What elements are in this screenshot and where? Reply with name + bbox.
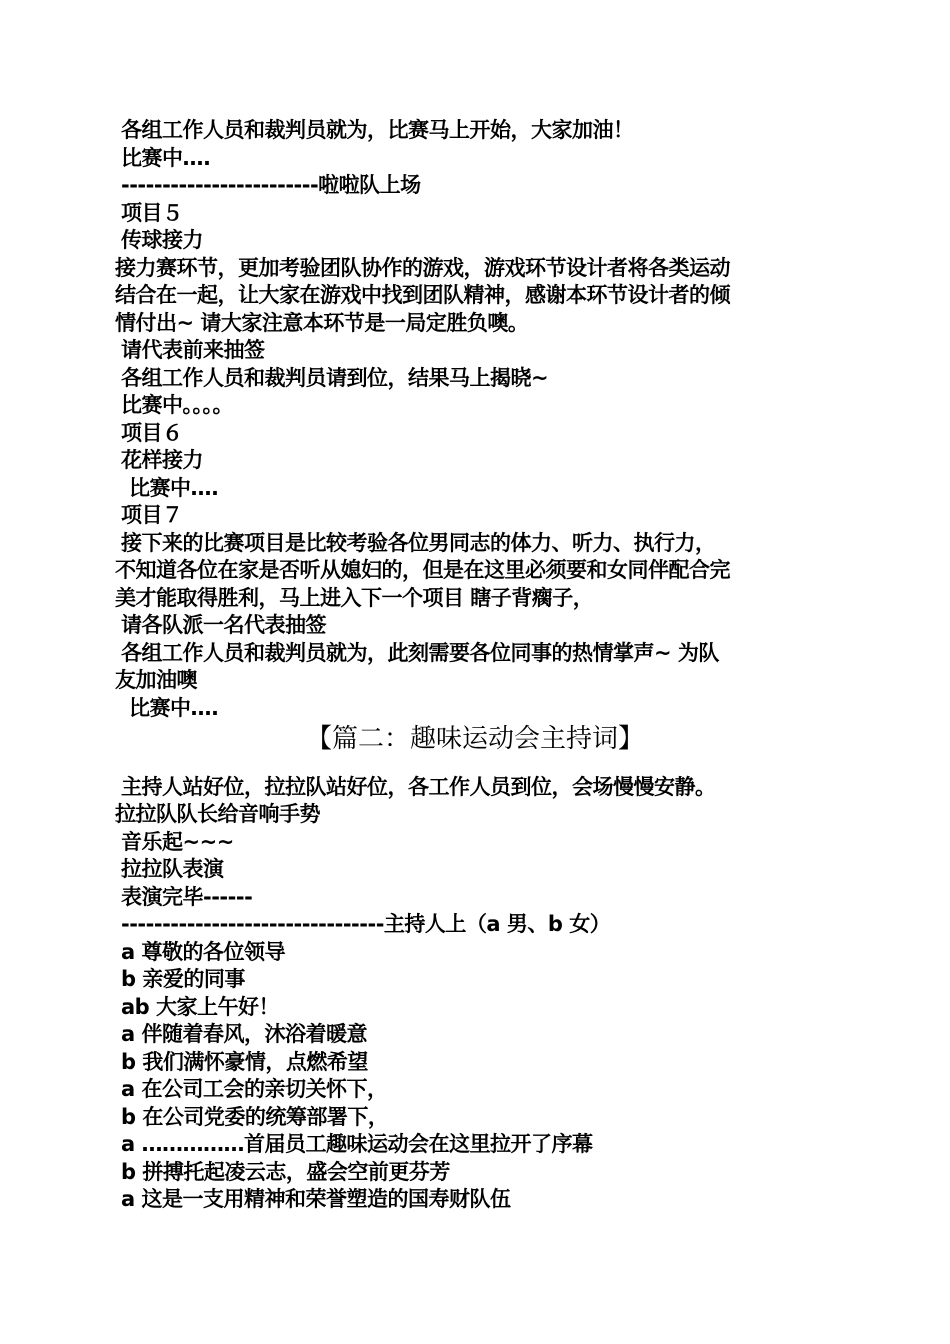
text-line: 比赛中。。。。: [121, 393, 233, 417]
text-line: 美才能取得胜利，马上进入下一个项目 瞎子背瘸子，: [115, 586, 594, 610]
text-line: ------------------------啦啦队上场: [121, 173, 421, 197]
text-line: 比赛中….: [129, 696, 219, 720]
text-line: a 在公司工会的亲切关怀下，: [121, 1077, 388, 1101]
text-line: 音乐起~~~: [121, 830, 234, 854]
text-line: --------------------------------主持人上（a 男、b 女）: [121, 912, 611, 936]
text-line: a ……………首届员工趣味运动会在这里拉开了序幕: [121, 1132, 593, 1156]
text-line: b 拼搏托起凌云志，盛会空前更芬芳: [121, 1160, 450, 1184]
text-line: 情付出~ 请大家注意本环节是一局定胜负噢。: [115, 311, 529, 335]
text-line: b 在公司党委的统筹部署下，: [121, 1105, 389, 1129]
text-line: 表演完毕------: [121, 885, 253, 909]
text-line: ab 大家上午好！: [121, 995, 280, 1019]
text-line: 结合在一起，让大家在游戏中找到团队精神，感谢本环节设计者的倾: [115, 283, 730, 307]
text-line: 花样接力: [121, 448, 203, 472]
text-line: a 这是一支用精神和荣誉塑造的国寿财队伍: [121, 1187, 511, 1211]
text-line: 主持人站好位，拉拉队站好位，各工作人员到位，会场慢慢安静。: [121, 775, 716, 799]
text-line: b 亲爱的同事: [121, 967, 245, 991]
text-line: 项目５: [121, 201, 183, 225]
text-line: 各组工作人员和裁判员就为，比赛马上开始，大家加油！: [121, 118, 634, 142]
text-line: 传球接力: [121, 228, 203, 252]
text-line: 项目７: [121, 503, 183, 527]
text-line: 不知道各位在家是否听从媳妇的，但是在这里必须要和女同伴配合完: [115, 558, 730, 582]
text-line: 请代表前来抽签: [121, 338, 265, 362]
text-line: b 我们满怀豪情，点燃希望: [121, 1050, 368, 1074]
text-line: 比赛中….: [121, 146, 211, 170]
text-line: a 伴随着春风，沐浴着暖意: [121, 1022, 367, 1046]
text-line: 各组工作人员和裁判员请到位，结果马上揭晓~: [121, 366, 549, 390]
text-line: 项目６: [121, 421, 183, 445]
text-line: 友加油噢: [115, 668, 197, 692]
text-line: a 尊敬的各位领导: [121, 940, 285, 964]
text-line: 接下来的比赛项目是比较考验各位男同志的体力、听力、执行力，: [121, 531, 716, 555]
text-line: 请各队派一名代表抽签: [121, 613, 326, 637]
text-line: 接力赛环节，更加考验团队协作的游戏，游戏环节设计者将各类运动: [115, 256, 730, 280]
section-title: 【篇二：趣味运动会主持词】: [305, 724, 644, 754]
text-line: 比赛中….: [129, 476, 219, 500]
text-line: 拉拉队队长给音响手势: [115, 802, 320, 826]
text-line: 拉拉队表演: [121, 857, 224, 881]
text-line: 各组工作人员和裁判员就为，此刻需要各位同事的热情掌声~ 为队: [121, 641, 719, 665]
